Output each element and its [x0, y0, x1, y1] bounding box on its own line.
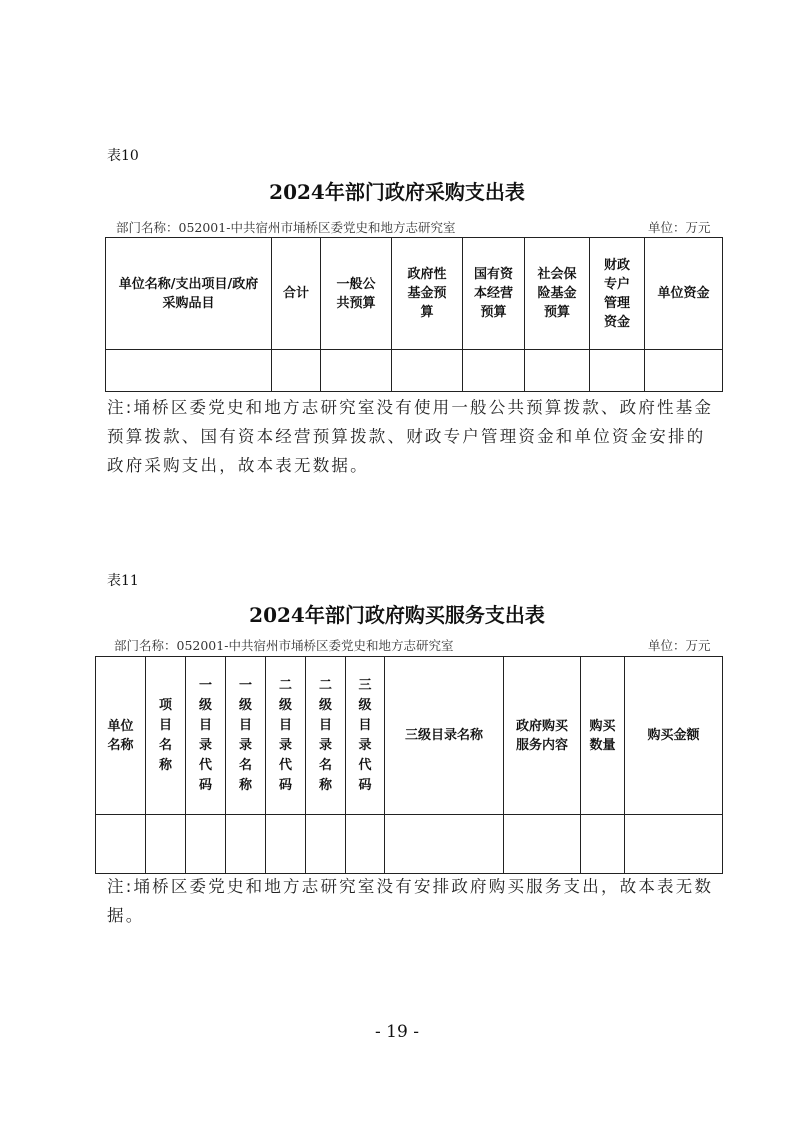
- table10-note: 注:埇桥区委党史和地方志研究室没有使用一般公共预算拨款、政府性基金预算拨款、国有资本经营预算拨款、财政专户管理资金和单位资金安排的政府采购支出，故本表无数据。: [107, 398, 714, 475]
- header-text: 一级目录代码: [199, 677, 213, 793]
- data-cell: [321, 350, 392, 392]
- header-cell: 单位资金: [645, 238, 723, 350]
- header-cell: [346, 657, 385, 815]
- data-cell: [186, 815, 226, 874]
- data-cell: [625, 815, 723, 874]
- page-number: - 19 -: [375, 1022, 419, 1042]
- data-cell: [645, 350, 723, 392]
- data-cell: [306, 815, 346, 874]
- header-cell: 购买金额: [625, 657, 723, 815]
- table10: [105, 237, 723, 392]
- table-row: [106, 350, 723, 392]
- header-cell: 三级目录名称: [385, 657, 504, 815]
- header-cell: 政府性基金预算: [392, 238, 463, 350]
- data-cell: [106, 350, 272, 392]
- header-cell: 财政专户管理资金: [590, 238, 645, 350]
- header-cell: [186, 657, 226, 815]
- header-cell: [306, 657, 346, 815]
- header-cell: 合计: [272, 238, 321, 350]
- table10-label: 表10: [107, 148, 139, 164]
- data-cell: [525, 350, 590, 392]
- header-text: 项目名称: [159, 697, 173, 773]
- table11-title: 2024年部门政府购买服务支出表: [249, 603, 545, 627]
- header-cell: [146, 657, 186, 815]
- data-cell: [385, 815, 504, 874]
- table11: [95, 656, 723, 874]
- data-cell: [272, 350, 321, 392]
- data-cell: [226, 815, 266, 874]
- header-text: 一级目录名称: [239, 677, 253, 793]
- header-text: 二级目录名称: [319, 677, 333, 793]
- table10-title: 2024年部门政府采购支出表: [269, 180, 525, 204]
- header-cell: [266, 657, 306, 815]
- table10-unit: 单位：万元: [648, 220, 711, 235]
- header-cell: 一般公共预算: [321, 238, 392, 350]
- table11-unit: 单位：万元: [648, 638, 711, 653]
- header-cell: 单位名称: [96, 657, 146, 815]
- table11-header-row: [96, 657, 723, 815]
- data-cell: [346, 815, 385, 874]
- header-cell: 购买数量: [581, 657, 625, 815]
- data-cell: [463, 350, 525, 392]
- data-cell: [581, 815, 625, 874]
- data-cell: [504, 815, 581, 874]
- table10-department: 部门名称：052001-中共宿州市埇桥区委党史和地方志研究室: [116, 220, 456, 235]
- header-cell: 单位名称/支出项目/政府采购品目: [106, 238, 272, 350]
- header-cell: [226, 657, 266, 815]
- data-cell: [392, 350, 463, 392]
- table11-note: 注:埇桥区委党史和地方志研究室没有安排政府购买服务支出，故本表无数据。: [107, 877, 714, 925]
- table11-department: 部门名称：052001-中共宿州市埇桥区委党史和地方志研究室: [114, 638, 454, 653]
- table-row: [96, 815, 723, 874]
- header-text: 二级目录代码: [279, 677, 293, 793]
- table11-label: 表11: [107, 573, 139, 589]
- data-cell: [266, 815, 306, 874]
- header-cell: 国有资本经营预算: [463, 238, 525, 350]
- data-cell: [590, 350, 645, 392]
- table10-header-row: [106, 238, 723, 350]
- data-cell: [146, 815, 186, 874]
- header-text: 三级目录代码: [358, 677, 372, 793]
- data-cell: [96, 815, 146, 874]
- header-cell: 政府购买服务内容: [504, 657, 581, 815]
- header-cell: 社会保险基金预算: [525, 238, 590, 350]
